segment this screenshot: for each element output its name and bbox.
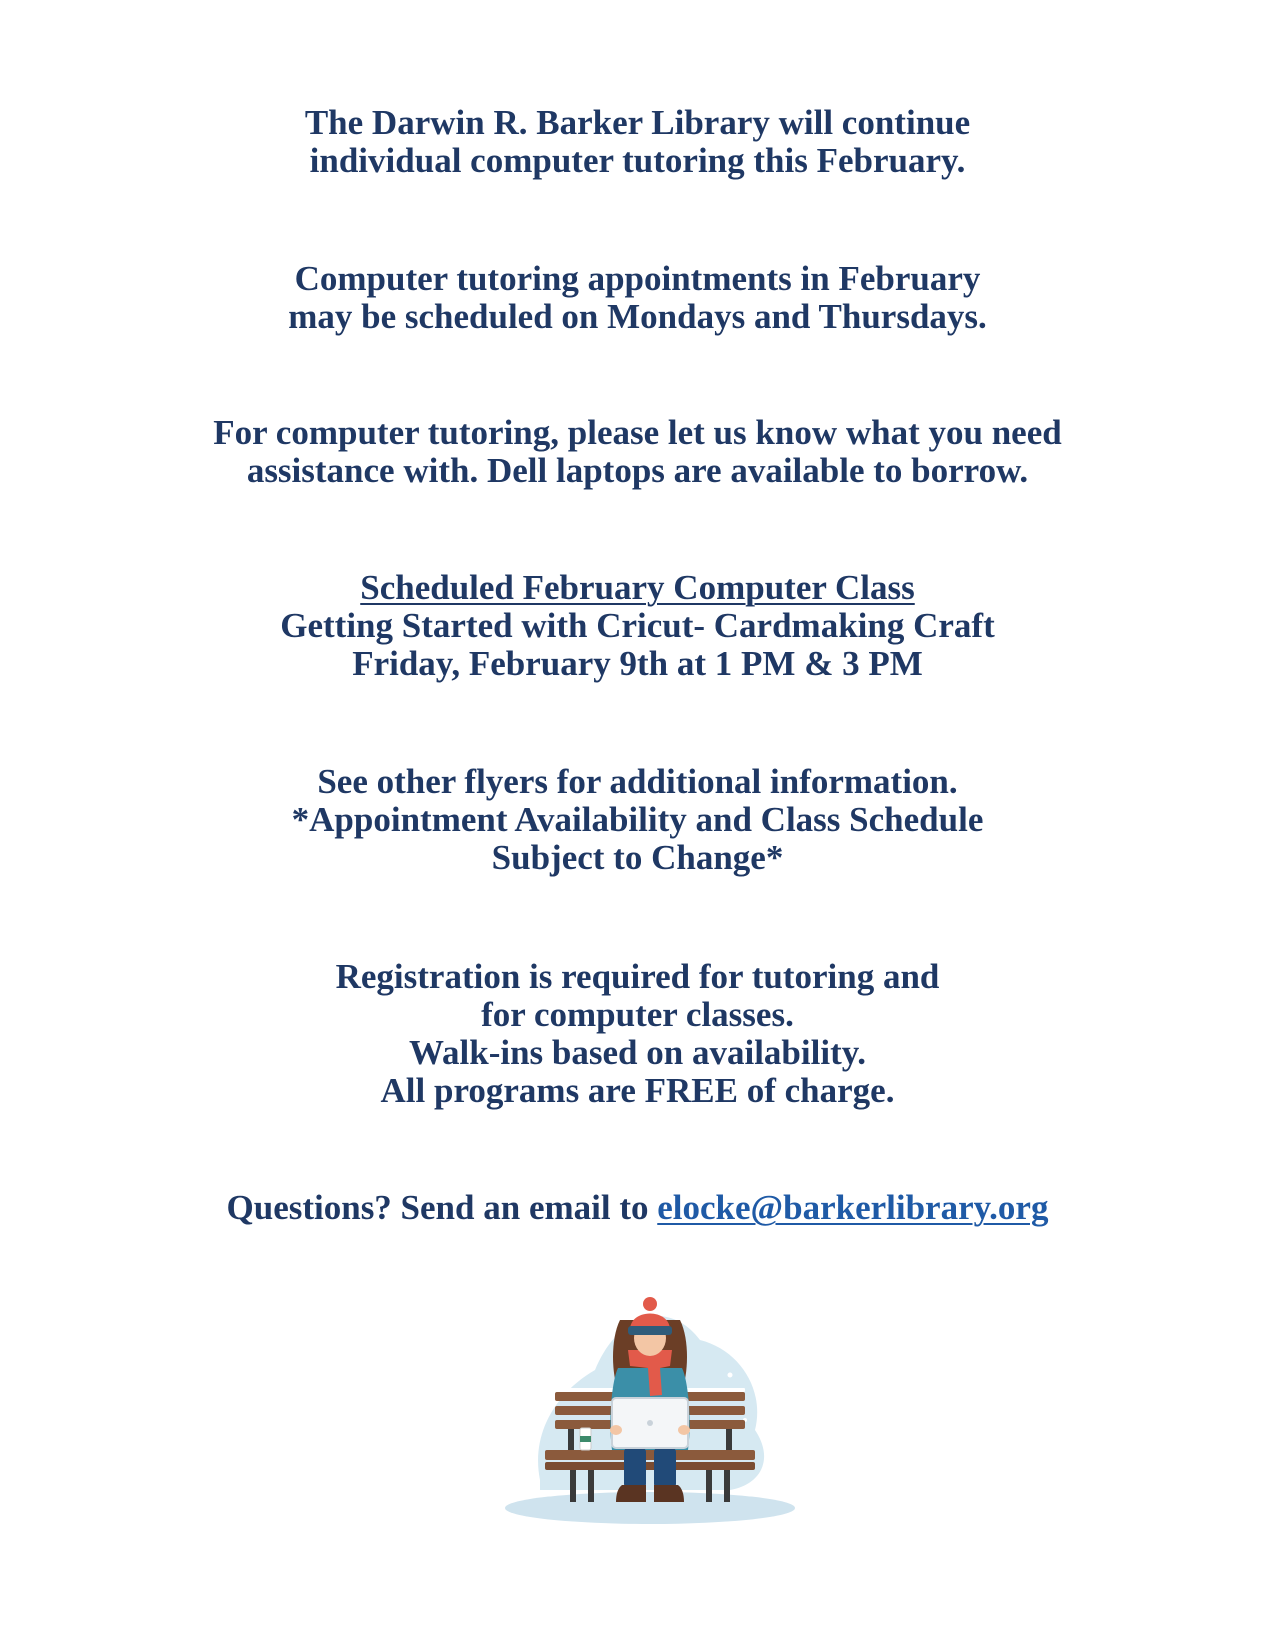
notes-line: *Appointment Availability and Class Schedule <box>291 800 984 839</box>
appointments-paragraph <box>0 260 1275 336</box>
intro-line: individual computer tutoring this February. <box>309 141 966 180</box>
snow-ground <box>505 1492 795 1524</box>
class-section <box>0 569 1275 683</box>
class-time: Friday, February 9th at 1 PM & 3 PM <box>352 644 923 683</box>
assistance-line: For computer tutoring, please let us know what you need <box>213 413 1062 452</box>
class-heading: Scheduled February Computer Class <box>360 568 915 607</box>
assistance-line: assistance with. Dell laptops are available to borrow. <box>246 451 1029 490</box>
assistance-paragraph <box>0 414 1275 490</box>
contact-sentence <box>0 1189 1275 1227</box>
appointments-line: may be scheduled on Mondays and Thursdays. <box>288 297 987 336</box>
email-link[interactable]: elocke@barkerlibrary.org <box>657 1188 1049 1227</box>
class-title: Getting Started with Cricut- Cardmaking Craft <box>280 606 995 645</box>
registration-line: for computer classes. <box>481 995 794 1034</box>
contact-line <box>0 1189 1275 1227</box>
intro-paragraph <box>0 104 1275 180</box>
registration-line: Walk-ins based on availability. <box>408 1033 867 1072</box>
person-on-bench-with-laptop-icon <box>500 1280 800 1532</box>
registration-line: All programs are FREE of charge. <box>380 1071 895 1110</box>
registration-paragraph <box>0 958 1275 1110</box>
registration-line: Registration is required for tutoring and <box>335 957 940 996</box>
notes-line: Subject to Change* <box>491 838 784 877</box>
intro-line: The Darwin R. Barker Library will continue <box>304 103 971 142</box>
appointments-line: Computer tutoring appointments in February <box>294 259 981 298</box>
notes-paragraph <box>0 763 1275 877</box>
contact-prefix: Questions? Send an email to <box>226 1188 658 1227</box>
notes-line: See other flyers for additional information. <box>317 762 958 801</box>
